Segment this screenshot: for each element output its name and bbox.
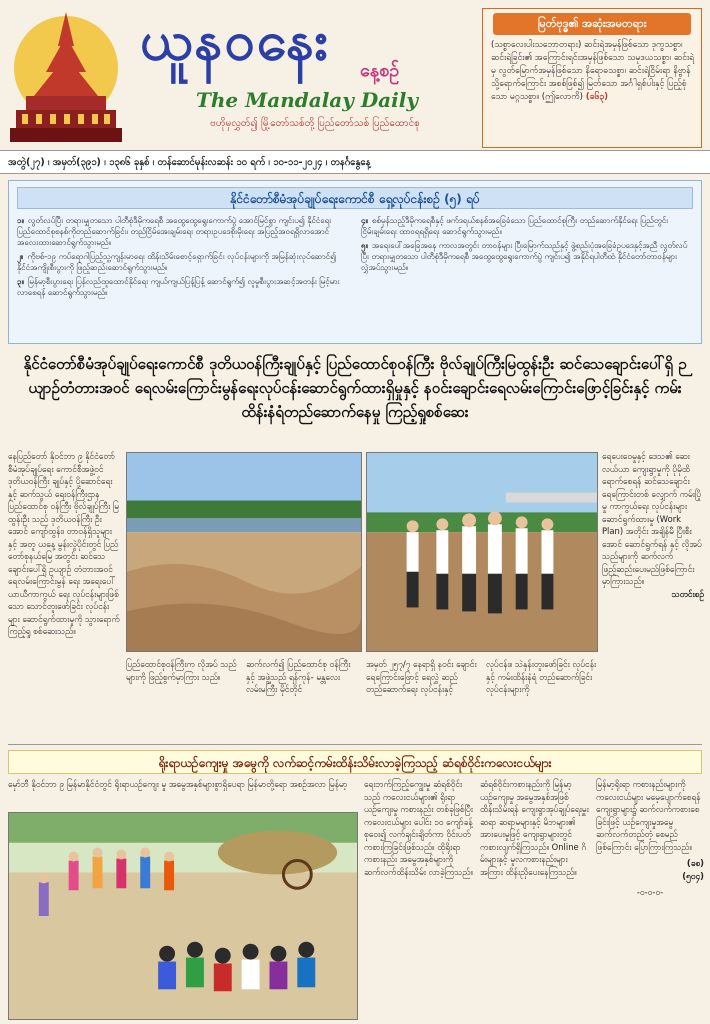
article1-signature: သတင်းစဉ် — [671, 588, 704, 599]
roadmap-item — [17, 215, 347, 248]
section-divider — [8, 744, 702, 745]
riverbank-dredging-photo — [126, 452, 362, 652]
article2-column-3: ရေးဘက်ကြည့်ကျွေးမှု ဆံရစ်ဝိုင်းသည် ကလေးငယ်များ၏ ရိုးရာယဉ်ကျေးမှု ကစားနည်း တစ်ခုဖြစ်ပြီး ကလေးငယ်များ ပေါင်း ၁၀ ကျော်ခန့် စုဝေး၍ လက်ချင်းချိတ်ကာ ဝိုင်းပတ် ကစားကြခြင်းဖြစ်သည်။ ထိုရိုးရာကစားနည်း အမွေအနှစ်များကို ဆက်လက်ထိန်းသိမ်း လာခဲ့ကြသည်။ — [364, 779, 473, 877]
article-end-marker: -၀-၀-၀- — [636, 887, 664, 897]
roadmap-item — [17, 251, 347, 273]
roadmap-item-number: ၅။ — [361, 241, 368, 250]
officials-inspection-photo — [366, 452, 598, 652]
newspaper-title: ယူနဝနေး — [140, 8, 330, 72]
roadmap-item-number: ၁။ — [17, 216, 24, 225]
article2-column-4: ဆံရစ်ဝိုင်းကစားနည်းကို မြန်မာ့ယဉ်ကျေးမှု အမွေအနှစ်အဖြစ် ထိန်းသိမ်းရန် ကျေးရွာအုပ်ချုပ်ရေးမှူး ဆရာ ဆရာမများနှင့် မိဘများ၏ အားပေးမှုဖြင့် ကျေးရွာများတွင် ကစားလျက်ရှိကြသည်။ Online ဂိမ်းများနှင့် မူလကစားနည်းများ အကြား ထိန်းညှိပေးနေကြသည်။ — [480, 779, 589, 877]
roadmap-item-number: ၄။ — [361, 216, 368, 225]
article1-bottom-col: အမှတ် ၂၅၇/၇ နေရာရှိ နဝင်း ချောင်း ရေကြောင်းဖြောင့် ရေလွှဲ ဆည်တည်ဆောက်ရေး လုပ်ငန်းနှင့် — [366, 659, 477, 694]
roadmap-title: နိုင်ငံတော်စီမံအုပ်ချုပ်ရေးကောင်စီ ရှေ့လုပ်ငန်းစဉ် (၅) ရပ် — [17, 187, 693, 209]
roadmap-item-text: အရေးပေါ်အခြေအနေ ကာလအတွင်း တာဝန်များ ပြီးမြောက်သည်နှင့် ဖွဲ့စည်းပုံအခြေခံဥပဒေနှင့်အညီ လွတ်လပ်ပြီး တရားမျှတသော ပါတီစုံဒီမိုကရေစီ အထွေထွေရွေးကောက်ပွဲ ကျင်းပ၍ အနိုင်ရပါတီထံ နိုင်ငံတော်တာဝန်များ လွှဲအပ်သွားမည်။ — [361, 241, 688, 272]
teaching-ref: (ခ၆၃) — [585, 92, 609, 102]
roadmap-item-text: လွတ်လပ်ပြီး တရားမျှတသော ပါတီစုံဒီမိုကရေစီ အထွေထွေရွေးကောက်ပွဲ အောင်မြင်စွာ ကျင်းပ၍ နိုင်ငံရေး ပြည်ထောင်စုစနစ်ကိုတည်ဆောက်ခြင်း၊ တည်ငြိမ်အေးချမ်းရေး တရားဥပဒေစိုးမိုးရေး အပြည့်အဝရရှိလာအောင် အလေးထားဆောင်ရွက်သွားမည်။ — [17, 216, 332, 247]
article1-right-column — [602, 450, 704, 740]
article2-column-5 — [596, 778, 704, 1024]
roadmap-item — [361, 240, 691, 273]
issue-dateline: အတွဲ(၂၇) ၊ အမှတ်(၃၉၁) ၊ ၁၃၈၆ ခုနှစ် ၊ တန်ဆောင်မုန်းလဆန်း ၁၀ ရက် ၊ ၁၀-၁၁-၂၀၂၄ ၊ တနင်္ဂနွေနေ့ — [0, 150, 710, 174]
roadmap-item — [17, 276, 347, 298]
pagoda-logo-icon — [6, 6, 126, 146]
roadmap-column-left — [17, 215, 347, 301]
newspaper-english-title: The Mandalay Daily — [196, 88, 418, 112]
article2-intro: မှော်ဘီ နိုဝင်ဘာ ၉ မြန်မာနိုင်ငံတွင် ရိုးရာယဉ်ကျေး မှု အမွေအနှစ်များစွာရှိပေရာ မြန်မာတို့ရော အစဉ်အလာ မြန်မာ့ — [8, 779, 348, 789]
main-headline: နိုင်ငံတော်စီမံအုပ်ချုပ်ရေးကောင်စီ ဒုတိယဝန်ကြီးချုပ်နှင့် ပြည်ထောင်စုဝန်ကြီး ဗိုလ်ချုပ်ကြီးမြထွန်းဦး ဆင်သေချောင်းပေါ်ရှိ ဉယျာဉ်တံတားအဝင် ရေလမ်းကြောင်းမွန်ရေးလုပ်ငန်းဆောင်ရွက်ထားရှိမှုနှင့် နဝင်းချောင်းရေလမ်းကြောင်းဖြောင့်ခြင်းနှင့် ကမ်းထိန်းနံရံတည်ဆောက်နေမှု ကြည့်ရှုစစ်ဆေး — [23, 355, 687, 421]
article1-bottom-col: ဆက်လက်၍ ပြည်ထောင်စု ဝန်ကြီးနှင့် အဖွဲ့သည် ရန်ကုန်- မန္တလေးလမ်းမကြီး မိုင်တိုင် — [246, 659, 351, 694]
article2-signature-1: (ခစ) — [686, 858, 704, 868]
teaching-box-body — [491, 39, 695, 104]
article2-signature-2: (၅၀၄) — [682, 870, 704, 881]
second-headline: ရိုးရာယဉ်ကျေးမှု အမွေကို လက်ဆင့်ကမ်းထိန်းသိမ်းလာခဲ့ကြသည့် ဆံရစ်ဝိုင်းကလေးငယ်များ — [8, 750, 702, 774]
roadmap-item-number: ၃။ — [17, 277, 24, 286]
teaching-box-header: မြတ်ဗုဒ္ဓ၏ အဆုံးအမတရား — [493, 13, 691, 35]
children-playing-photo — [8, 812, 358, 1020]
article2-column-5-text: မြန်မာ့ရိုးရာ ကစားနည်းများကို ကလေးငယ်များ မမေ့ပျောက်စေရန် ကျေးရွာများ၌ ဆက်လက်ကစားစေခြင်းဖြင့် ယဉ်ကျေးမှုအမွေ ဆက်လက်တည်တံ့ စေမည်ဖြစ်ကြောင်း ပြောကြားကြသည်။ — [596, 779, 701, 852]
roadmap-item-text: စစ်မှန်သည့်ဒီမိုကရေစီနှင့် ဖက်ဒရယ်စနစ်အခြေခံသော ပြည်ထောင်စုကြီး တည်ဆောက်နိုင်ရေး ပြည်တွင်းငြိမ်းချမ်းရေး ထာဝရရရှိရေး ဆောင်ရွက်သွားမည်။ — [361, 216, 669, 236]
roadmap-item — [361, 215, 691, 237]
teaching-text: (သစ္စာလေးပါးသဘောတရား) ဆင်းရဲအမှန်ဖြစ်သော ဒုက္ခသစ္စာ၊ ဆင်းရဲခြင်း၏ အကြောင်းရင်းအမှန်ဖြစ်သော သမုဒယသစ္စာ၊ ဆင်းရဲမှ လွတ်မြောက်အမှန်ဖြစ်သော နိရောဓသစ္စာ၊ ဆင်းရဲငြိမ်းရာ နိဗ္ဗာန်သို့ရောက်ကြောင်း အစစ်ဖြစ်၍ မြတ်သော အင်္ဂါရှစ်ပါးနှင့် ပြည့်စုံသော မဂ္ဂသစ္စာ။ (ဤလောကိ) — [491, 40, 695, 102]
roadmap-item-number: ၂။ — [17, 252, 24, 261]
article1-bottom-columns — [126, 658, 598, 742]
article1-right-text: ရေပေးဝေမှုနှင့် ဒေသ၏ ဆေးလယ်ယာ ကျေးရွာမှုကို ပိုမိုထိရောက်စေရန် ဆင်သေချောင်း ရေကြောင်းတစ် လျှောက် ကမ်းပြိုမှု ကာကွယ်ရေး လုပ်ငန်းများ ဆောင်ရွက်ထားမှု (Work Plan) အတိုင်း အချိန်မီ ပြီးစီးအောင် ဆောင်ရွက်ရန် နှင့် လိုအပ်သည်များကို ဆက်လက် ဖြည့်ဆည်းပေးမည်ဖြစ်ကြောင်း မှာကြားသည်။ — [602, 451, 702, 586]
five-point-roadmap-box — [8, 180, 702, 344]
newspaper-subtitle: နေ့စဉ် — [360, 60, 400, 81]
newspaper-slogan: ဗဟိုမှလွှတ်၍ မြို့တော်သစ်တို့ ပြည်တော်သစ် ပြည်ထောင်စု — [210, 118, 420, 129]
article1-bottom-col: ပြည်ထောင်စုဝန်ကြီးက လိုအပ် သည်များကို ဖြည့်စွက်မှာကြား သည်။ — [126, 659, 237, 682]
roadmap-item-text: ကိုဗစ်-၁၉ ကပ်ရောဂါပြည့်သူ့ကျန်းမာရေး ထိန်းသိမ်းစောင့်ရှောက်ခြင်း လုပ်ငန်းများကို အမြန်ဆုံးလုပ်ဆောင်၍ နိုင်ငံအကျိုးစီးပွားကို ဖြည့်ဆည်းဆောင်ရွက်သွားမည်။ — [17, 252, 337, 272]
article1-bottom-col: လုပ်ငန်း။ သဲနုန်းတူးဖော်ခြင်း လုပ်ငန်းနှင့် ကမ်းထိန်းနံရံ တည်ဆောက်ခြင်း လုပ်ငန်းများကို — [486, 659, 597, 694]
roadmap-item-text: မြန်မာ့စီးပွားရေး ပြန်လည်ထူထောင်နိုင်ရေး ကျယ်ကျယ်ပြန့်ပြန့် ဆောင်ရွက်၍ လူမှုစီးပွားအဆင့်အတန်း မြင့်မားလာစေရန် ဆောင်ရွက်သွားမည်။ — [17, 277, 340, 297]
buddhist-teaching-box — [482, 8, 702, 148]
article1-lead-column: နေပြည်တော် နိုဝင်ဘာ ၉ နိုင်ငံတော် စီမံအုပ်ချုပ်ရေး ကောင်စီအဖွဲ့ဝင် ဒုတိယဝန်ကြီး ချုပ်နှင့် ပို့ဆောင်ရေးနှင့် ဆက်သွယ် ရေးဝန်ကြီးဌာန ပြည်ထောင်စု ဝန်ကြီး ဗိုလ်ချုပ်ကြီး မြထွန်းဦး သည် ဒုတိယဝန်ကြီး ဦးအောင် ကျော်ထွန်း၊ တာဝန်ရှိသူများနှင့် အတူ ယနေ့ မွန်းလွဲပိုင်းတွင် ပြည်တော်စုနယ်မြေ အတွင်း ဆင်သေချောင်းပေါ်ရှိ ဥယျာဉ် တံတားအဝင် ရေလမ်းကြောင်းမွန် ရေး အရေးပေါ်ယာယီကာကွယ် ရေး လုပ်ငန်းများဖြစ်သော သောင်တူးဖော်ခြင်း လုပ်ငန်းများ ဆောင်ရွက်ထားမှုကို သွားရောက်ကြည့်ရှု စစ်ဆေးသည်။ — [8, 451, 120, 636]
roadmap-column-right — [361, 215, 691, 276]
